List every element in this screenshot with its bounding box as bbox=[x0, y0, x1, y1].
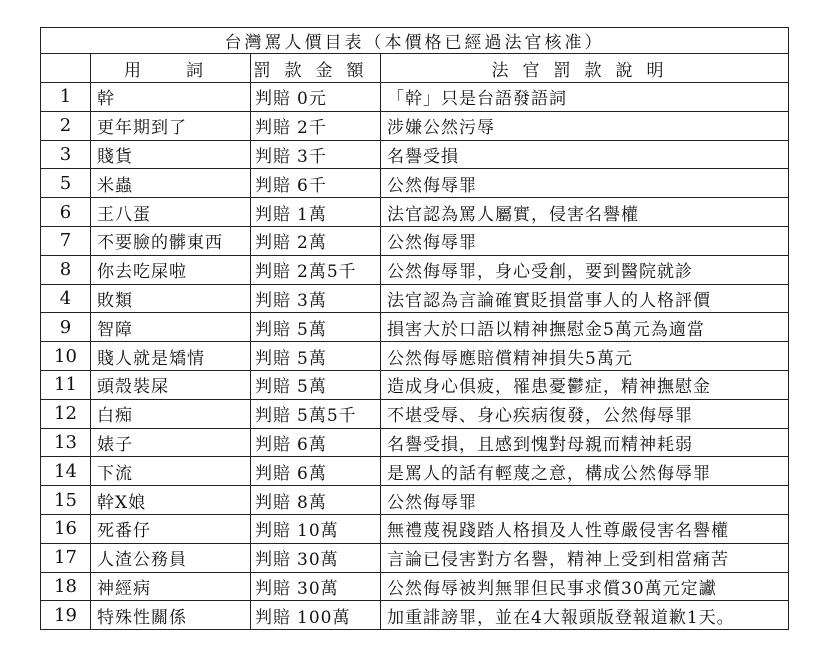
fine-prefix: 判賠 bbox=[255, 377, 291, 398]
row-word: 人渣公務員 bbox=[91, 543, 251, 572]
fine-prefix: 判賠 bbox=[255, 463, 291, 484]
fine-prefix: 判賠 bbox=[255, 262, 291, 283]
table-row bbox=[41, 572, 789, 601]
header-word: 用 詞 bbox=[91, 54, 251, 83]
row-description: 名譽受損 bbox=[381, 140, 789, 169]
row-number: 9 bbox=[41, 313, 91, 342]
row-fine bbox=[251, 572, 381, 601]
row-number: 18 bbox=[41, 572, 91, 601]
table-row bbox=[41, 140, 789, 169]
row-number: 2 bbox=[41, 111, 91, 140]
row-number: 12 bbox=[41, 399, 91, 428]
fine-amount: 10萬 bbox=[297, 521, 339, 542]
row-description: 公然侮辱被判無罪但民事求償30萬元定讞 bbox=[381, 572, 789, 601]
row-description: 公然侮辱罪 bbox=[381, 169, 789, 198]
row-description: 無禮蔑視踐踏人格損及人性尊嚴侵害名譽權 bbox=[381, 514, 789, 543]
fine-prefix: 判賠 bbox=[255, 175, 291, 196]
row-word: 賤人就是矯情 bbox=[91, 342, 251, 371]
row-number: 19 bbox=[41, 601, 91, 630]
row-description: 損害大於口語以精神撫慰金5萬元為適當 bbox=[381, 313, 789, 342]
fine-amount: 2千 bbox=[297, 118, 327, 139]
row-fine bbox=[251, 83, 381, 112]
row-word: 幹 bbox=[91, 83, 251, 112]
row-word: 王八蛋 bbox=[91, 198, 251, 227]
fine-prefix: 判賠 bbox=[255, 89, 291, 110]
row-description: 涉嫌公然污辱 bbox=[381, 111, 789, 140]
fine-prefix: 判賠 bbox=[255, 492, 291, 513]
row-number: 6 bbox=[41, 198, 91, 227]
header-fine: 罰款金額 bbox=[251, 54, 381, 83]
row-number: 13 bbox=[41, 428, 91, 457]
fine-amount: 8萬 bbox=[297, 492, 327, 513]
header-row bbox=[41, 54, 789, 83]
fine-prefix: 判賠 bbox=[255, 578, 291, 599]
table-row bbox=[41, 370, 789, 399]
header-desc: 法官罰款說明 bbox=[381, 54, 789, 83]
row-description: 公然侮辱罪 bbox=[381, 486, 789, 515]
row-fine bbox=[251, 169, 381, 198]
fine-prefix: 判賠 bbox=[255, 521, 291, 542]
row-number: 11 bbox=[41, 370, 91, 399]
row-fine bbox=[251, 514, 381, 543]
fine-prefix: 判賠 bbox=[255, 550, 291, 571]
row-fine bbox=[251, 486, 381, 515]
row-description: 公然侮辱罪，身心受創，要到醫院就診 bbox=[381, 255, 789, 284]
row-number: 4 bbox=[41, 284, 91, 313]
row-word: 死番仔 bbox=[91, 514, 251, 543]
row-description: 加重誹謗罪，並在4大報頭版登報道歉1天。 bbox=[381, 601, 789, 630]
fine-amount: 3千 bbox=[297, 146, 327, 167]
fine-amount: 2萬5千 bbox=[297, 262, 357, 283]
row-fine bbox=[251, 198, 381, 227]
row-fine bbox=[251, 342, 381, 371]
row-description: 法官認為言論確實貶損當事人的人格評價 bbox=[381, 284, 789, 313]
fine-amount: 2萬 bbox=[297, 233, 327, 254]
table-title: 台灣罵人價目表（本價格已經過法官核准） bbox=[41, 28, 789, 54]
fine-prefix: 判賠 bbox=[255, 233, 291, 254]
table-row bbox=[41, 486, 789, 515]
title-row bbox=[41, 28, 789, 54]
table-row bbox=[41, 543, 789, 572]
fine-amount: 6萬 bbox=[297, 463, 327, 484]
fine-amount: 6千 bbox=[297, 175, 327, 196]
row-word: 不要臉的髒東西 bbox=[91, 226, 251, 255]
fine-prefix: 判賠 bbox=[255, 607, 291, 628]
row-description: 公然侮辱罪 bbox=[381, 226, 789, 255]
table-row bbox=[41, 83, 789, 112]
row-word: 白痴 bbox=[91, 399, 251, 428]
row-number: 15 bbox=[41, 486, 91, 515]
row-description: 言論已侵害對方名譽，精神上受到相當痛苦 bbox=[381, 543, 789, 572]
fine-amount: 100萬 bbox=[297, 607, 351, 628]
table-row bbox=[41, 255, 789, 284]
table-row bbox=[41, 399, 789, 428]
fine-amount: 0元 bbox=[297, 89, 327, 110]
row-word: 米蟲 bbox=[91, 169, 251, 198]
row-word: 神經病 bbox=[91, 572, 251, 601]
table-row bbox=[41, 601, 789, 630]
fine-amount: 30萬 bbox=[297, 550, 339, 571]
row-word: 敗類 bbox=[91, 284, 251, 313]
row-number: 1 bbox=[41, 83, 91, 112]
row-fine bbox=[251, 428, 381, 457]
row-word: 下流 bbox=[91, 457, 251, 486]
fine-amount: 1萬 bbox=[297, 204, 327, 225]
table-row bbox=[41, 342, 789, 371]
row-fine bbox=[251, 399, 381, 428]
fine-amount: 5萬 bbox=[297, 348, 327, 369]
table-row bbox=[41, 457, 789, 486]
table-row bbox=[41, 313, 789, 342]
price-table-sheet bbox=[40, 27, 788, 630]
row-word: 賤貨 bbox=[91, 140, 251, 169]
row-number: 7 bbox=[41, 226, 91, 255]
row-word: 智障 bbox=[91, 313, 251, 342]
table-row bbox=[41, 169, 789, 198]
fine-amount: 5萬 bbox=[297, 319, 327, 340]
fine-prefix: 判賠 bbox=[255, 118, 291, 139]
row-fine bbox=[251, 457, 381, 486]
row-fine bbox=[251, 284, 381, 313]
row-fine bbox=[251, 543, 381, 572]
row-fine bbox=[251, 226, 381, 255]
fine-amount: 30萬 bbox=[297, 578, 339, 599]
row-description: 「幹」只是台語發語詞 bbox=[381, 83, 789, 112]
row-number: 16 bbox=[41, 514, 91, 543]
table-row bbox=[41, 198, 789, 227]
fine-amount: 5萬5千 bbox=[297, 406, 357, 427]
table-row bbox=[41, 428, 789, 457]
row-number: 10 bbox=[41, 342, 91, 371]
fine-prefix: 判賠 bbox=[255, 290, 291, 311]
row-number: 14 bbox=[41, 457, 91, 486]
fine-prefix: 判賠 bbox=[255, 319, 291, 340]
row-number: 3 bbox=[41, 140, 91, 169]
fine-prefix: 判賠 bbox=[255, 406, 291, 427]
price-table bbox=[40, 27, 789, 630]
row-description: 不堪受辱、身心疾病復發，公然侮辱罪 bbox=[381, 399, 789, 428]
fine-amount: 3萬 bbox=[297, 290, 327, 311]
row-number: 8 bbox=[41, 255, 91, 284]
row-word: 幹X娘 bbox=[91, 486, 251, 515]
fine-prefix: 判賠 bbox=[255, 146, 291, 167]
fine-prefix: 判賠 bbox=[255, 204, 291, 225]
fine-prefix: 判賠 bbox=[255, 434, 291, 455]
fine-amount: 5萬 bbox=[297, 377, 327, 398]
table-row bbox=[41, 226, 789, 255]
row-description: 名譽受損，且感到愧對母親而精神耗弱 bbox=[381, 428, 789, 457]
row-fine bbox=[251, 255, 381, 284]
row-description: 造成身心俱疲，罹患憂鬱症，精神撫慰金 bbox=[381, 370, 789, 399]
row-word: 頭殼裝屎 bbox=[91, 370, 251, 399]
fine-amount: 6萬 bbox=[297, 434, 327, 455]
row-fine bbox=[251, 111, 381, 140]
row-fine bbox=[251, 370, 381, 399]
table-row bbox=[41, 111, 789, 140]
header-num bbox=[41, 54, 91, 83]
table-row bbox=[41, 514, 789, 543]
fine-prefix: 判賠 bbox=[255, 348, 291, 369]
row-fine bbox=[251, 313, 381, 342]
row-word: 婊子 bbox=[91, 428, 251, 457]
row-word: 更年期到了 bbox=[91, 111, 251, 140]
table-row bbox=[41, 284, 789, 313]
row-description: 是罵人的話有輕蔑之意，構成公然侮辱罪 bbox=[381, 457, 789, 486]
row-description: 公然侮辱應賠償精神損失5萬元 bbox=[381, 342, 789, 371]
row-word: 你去吃屎啦 bbox=[91, 255, 251, 284]
row-fine bbox=[251, 140, 381, 169]
row-word: 特殊性關係 bbox=[91, 601, 251, 630]
row-fine bbox=[251, 601, 381, 630]
row-number: 17 bbox=[41, 543, 91, 572]
row-description: 法官認為罵人屬實，侵害名譽權 bbox=[381, 198, 789, 227]
row-number: 5 bbox=[41, 169, 91, 198]
